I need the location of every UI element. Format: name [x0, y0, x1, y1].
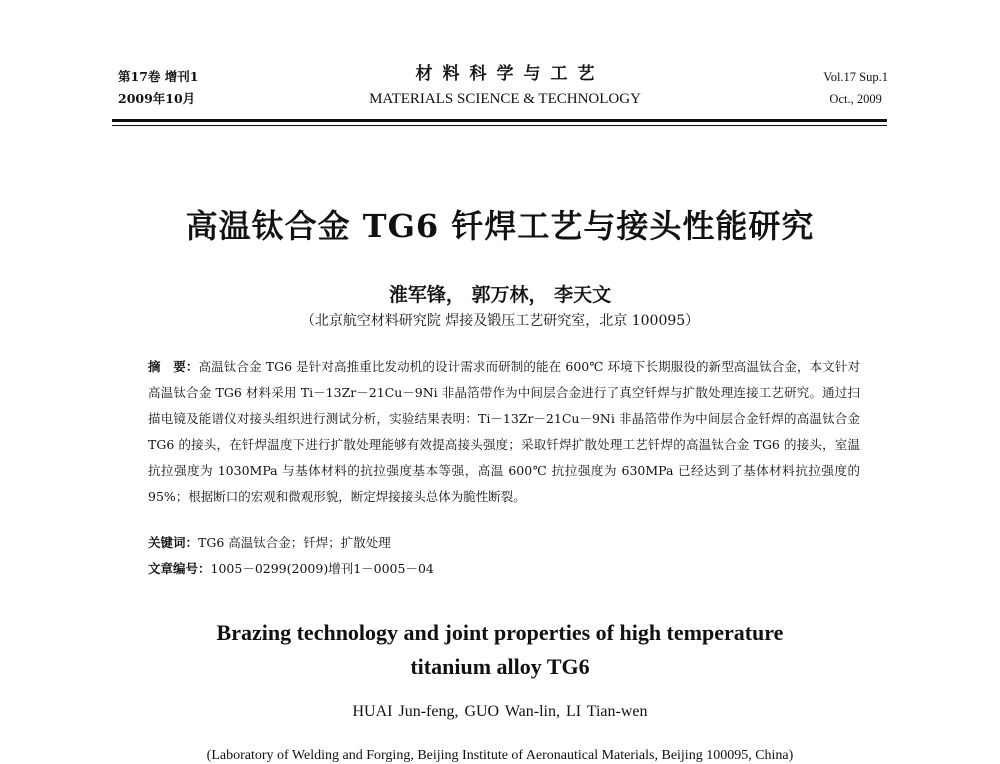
keywords-text: TG6 高温钛合金；钎焊；扩散处理 [198, 535, 391, 550]
abstract-cn [148, 354, 860, 510]
authors-en: HUAI Jun-feng, GUO Wan-lin, LI Tian-wen [352, 703, 648, 720]
journal-name-cn: 材料科学与工艺 [415, 64, 605, 84]
abstract-label: 摘 要： [148, 359, 199, 374]
header-left [118, 66, 198, 110]
volume-issue-cn: 第17卷 增刊1 [118, 69, 199, 84]
keywords [148, 532, 391, 554]
abstract-text: 高温钛合金 TG6 是针对高推重比发动机的设计需求而研制的能在 600℃ 环境下长期服役的新型高温钛合金，本文针对高温钛合金 TG6 材料采用 Ti－13Zr－21Cu－9Ni 非晶箔带作为中间层合金进行了真空钎焊与扩散处理连接工艺研究。通过扫描电镜及能谱仪对接头组织进行测试分析，实验结果表明：Ti－13Zr－21Cu－9Ni 非晶箔带作为中间层合金钎焊的高温钛合金 TG6 的接头，在钎焊温度下进行扩散处理能够有效提高接头强度；采取钎焊扩散处理工艺钎焊的高温钛合金 TG6 的接头，室温抗拉强度为 1030MPa 与基体材料的抗拉强度基本等强，高温 600℃ 抗拉强度为 630MPa 已经达到了基体材料抗拉强度的 95%；根据断口的宏观和微观形貌，断定焊接接头总体为脆性断裂。 [148, 359, 860, 504]
date-en: Oct., 2009 [829, 92, 882, 106]
header-right [823, 66, 888, 110]
article-number-text: 1005－0299(2009)增刊1－0005－04 [210, 561, 434, 576]
header-center [300, 62, 710, 110]
paper-title-en [0, 616, 1000, 684]
keywords-label: 关键词： [148, 535, 199, 550]
header-rule-thin [112, 125, 887, 126]
affiliation-en: (Laboratory of Welding and Forging, Beijing Institute of Aeronautical Materials, Beijing 100095, China) [206, 748, 794, 763]
paper-title-en-line1: Brazing technology and joint properties of high temperature [216, 620, 784, 645]
article-number [148, 558, 434, 580]
volume-issue-en: Vol.17 Sup.1 [823, 70, 888, 84]
article-number-label: 文章编号： [148, 561, 211, 576]
authors-cn: 淮军锋， 郭万林， 李天文 [388, 284, 612, 306]
date-cn: 2009年10月 [118, 91, 196, 106]
journal-name-en: MATERIALS SCIENCE & TECHNOLOGY [369, 91, 641, 107]
header-rule-thick [112, 119, 887, 122]
paper-title-en-line2: titanium alloy TG6 [410, 654, 590, 679]
paper-title-cn: 高温钛合金 TG6 钎焊工艺与接头性能研究 [185, 207, 815, 245]
affiliation-cn: （北京航空材料研究院 焊接及锻压工艺研究室，北京 100095） [300, 313, 700, 329]
